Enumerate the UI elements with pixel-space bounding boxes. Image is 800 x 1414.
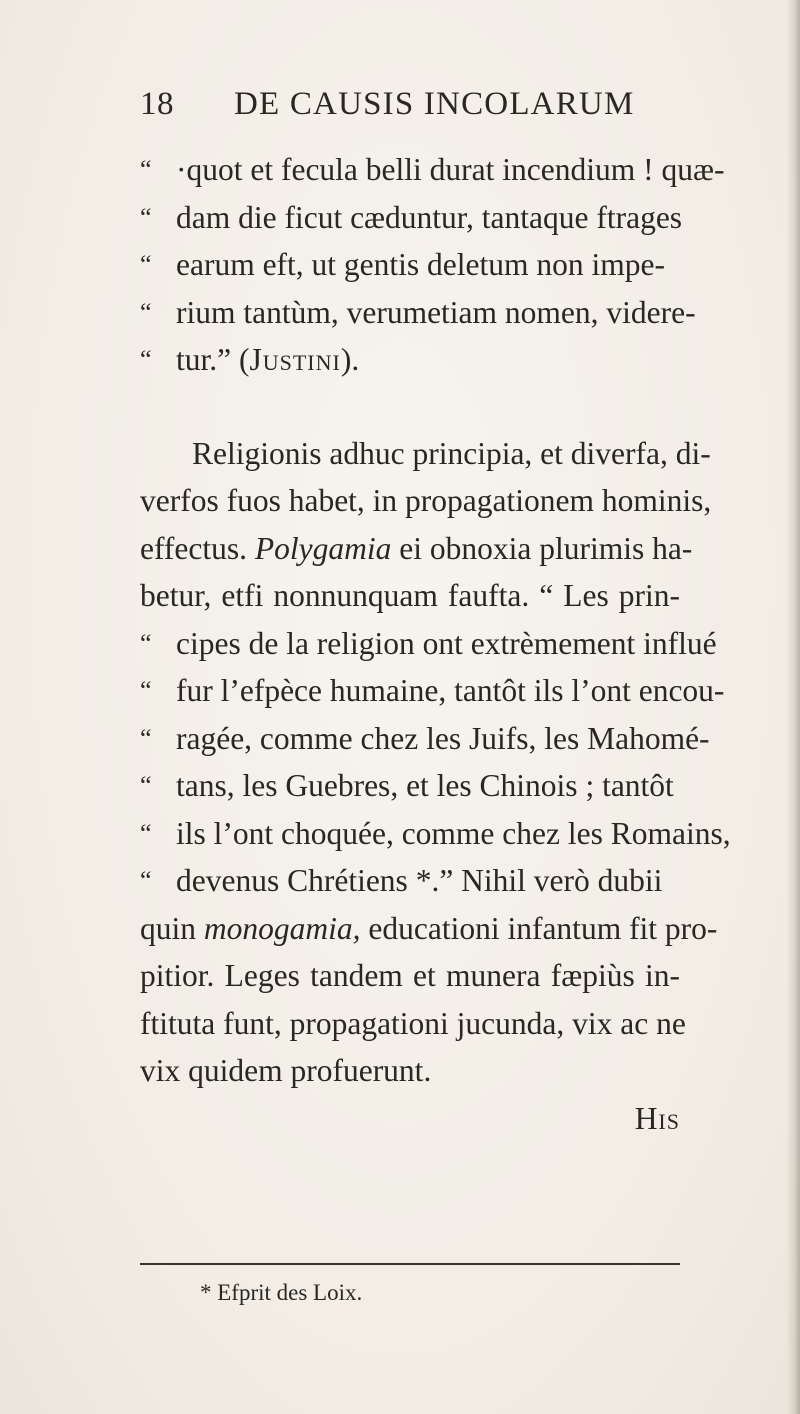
quote-line (140, 293, 696, 341)
quote-attribution-line (176, 340, 359, 380)
paragraph-line (140, 434, 711, 482)
quote-mark: “ (140, 250, 152, 279)
quote-mark: “ (140, 676, 152, 705)
quote-attribution-name: Justini (249, 342, 341, 377)
paragraph-line (140, 529, 693, 577)
quote-line-text: devenus Chrétiens *.” Nihil verò dubii (176, 863, 663, 898)
quote-mark: “ (140, 628, 152, 658)
catchword-line (140, 1099, 680, 1147)
quote-line-text: ·quot et fecula belli durat incendium ! quæ- (176, 152, 725, 187)
footnote-rule (140, 1263, 680, 1265)
quote-mark: “ (140, 723, 152, 753)
paragraph-line-text: betur, etfi nonnunquam faufta. “ Les prin- (140, 578, 680, 613)
paragraph-line (140, 909, 718, 957)
paragraph-line-mixed (140, 529, 693, 569)
quote-line (140, 671, 725, 719)
quote-mark: “ (140, 818, 152, 848)
paragraph-gap (140, 388, 680, 434)
quote-mark: “ (140, 866, 152, 895)
quote-mark: “ (140, 297, 152, 327)
quote-line (140, 245, 680, 293)
paragraph-line (140, 956, 680, 1004)
footnote: * Efprit des Loix. (200, 1280, 363, 1305)
running-title: DE CAUSIS INCOLARUM (234, 86, 635, 122)
italic-term-monogamia: monogamia, (203, 910, 361, 946)
quote-line-text: cipes de la religion ont extrèmement influé (176, 625, 717, 661)
quote-line (140, 814, 731, 862)
main-text (140, 150, 731, 1146)
italic-term-polygamia: Polygamia (254, 530, 392, 566)
page-number: 18 (140, 86, 174, 122)
page-header (140, 86, 640, 130)
quote-mark: “ (140, 202, 152, 232)
quote-line (140, 719, 710, 767)
quote-line (140, 861, 680, 909)
paragraph-word: quin (140, 910, 197, 946)
quote-line (140, 198, 683, 246)
quote-attribution-suffix: ). (340, 342, 360, 377)
paragraph-line-mixed (140, 909, 718, 949)
catchword: His (634, 1100, 680, 1136)
paragraph-line-text: ftituta funt, propagationi jucunda, vix ac ne (140, 1005, 686, 1041)
paragraph-words: educationi infantum fit pro- (368, 910, 718, 946)
page-edge-shadow (786, 0, 800, 1414)
paragraph-line (140, 576, 680, 624)
quote-line (140, 150, 725, 198)
quote-line (140, 340, 680, 388)
paragraph-line-text: pitior. Leges tandem et munera fæpiùs in- (140, 958, 680, 993)
paragraph-line-text: verfos fuos habet, in propagationem hominis, (140, 483, 712, 518)
paragraph-line (140, 481, 712, 529)
quote-line (140, 624, 717, 672)
paragraph-line-text: vix quidem profuerunt. (140, 1053, 432, 1088)
quote-mark: “ (140, 771, 152, 800)
quote-line-text: ragée, comme chez les Juifs, les Mahomé- (176, 720, 710, 756)
quote-attribution-prefix: tur.” ( (176, 342, 250, 377)
quote-mark: “ (140, 155, 152, 184)
quote-line-text: earum eft, ut gentis deletum non impe- (176, 247, 665, 282)
quote-mark: “ (140, 345, 152, 374)
quote-line-text: dam die ficut cæduntur, tantaque ftrages (176, 199, 683, 235)
quote-line-text: fur l’efpèce humaine, tantôt ils l’ont encou- (176, 673, 725, 708)
paragraph-words: ei obnoxia plurimis ha- (399, 530, 693, 566)
quote-line-text: ils l’ont choquée, comme chez les Romains, (176, 815, 731, 851)
paragraph-line-text: Religionis adhuc principia, et diverfa, di- (192, 435, 711, 471)
quote-line-text: tans, les Guebres, et les Chinois ; tantôt (176, 768, 674, 803)
paragraph-line (140, 1004, 686, 1052)
quote-line-text: rium tantùm, verumetiam nomen, videre- (176, 294, 696, 330)
quote-line (140, 766, 680, 814)
paragraph-line (140, 1051, 680, 1099)
paragraph-word: effectus. (140, 530, 247, 566)
